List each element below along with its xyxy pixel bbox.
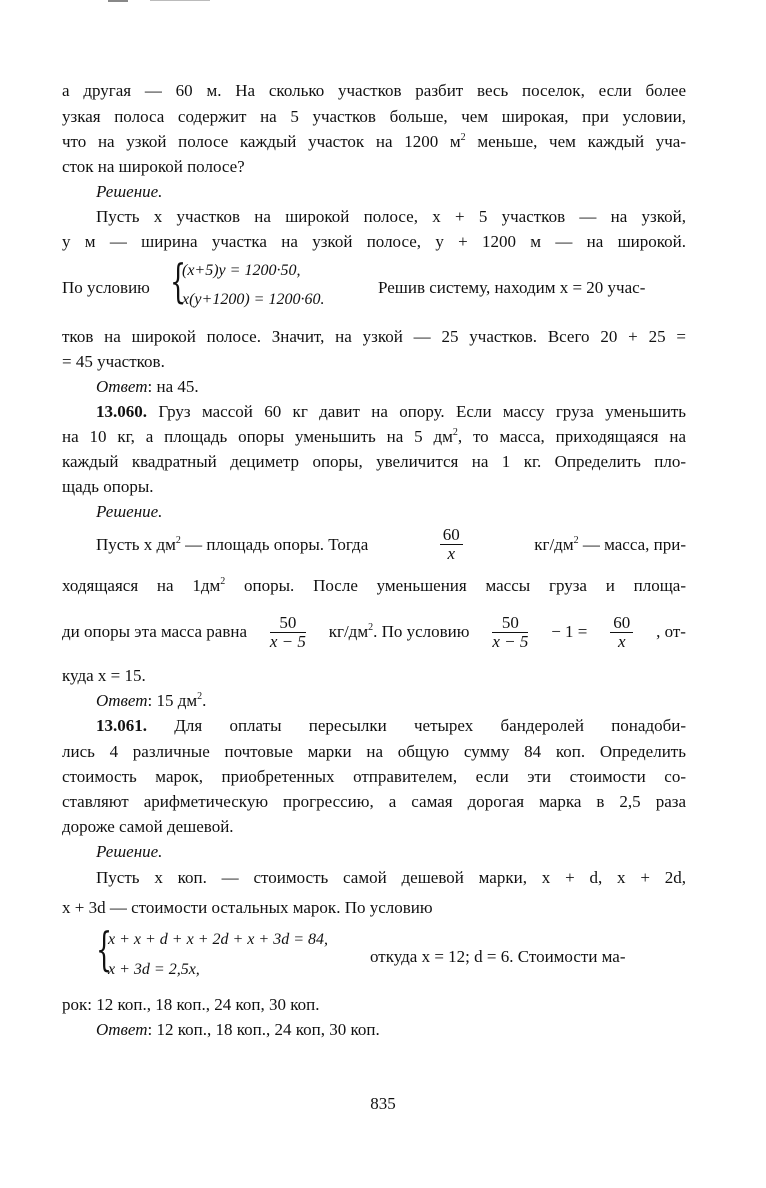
problem-text-line: узкая полоса содержит на 5 участков больше, чем широкая, при условии, bbox=[62, 107, 686, 126]
page-number: 835 bbox=[370, 1094, 396, 1113]
answer-line: Ответ: на 45. bbox=[96, 377, 199, 396]
solution-label: Решение. bbox=[96, 842, 163, 861]
condition-suffix: Решив систему, находим x = 20 учас- bbox=[378, 278, 646, 297]
solution-text-line: рок: 12 коп., 18 коп., 24 коп, 30 коп. bbox=[62, 995, 320, 1014]
scan-artifact bbox=[108, 0, 128, 2]
answer-line: Ответ: 15 $дм^2$. bbox=[96, 691, 207, 710]
problem-number: 13.060. bbox=[96, 402, 147, 421]
fraction: $\frac{60}{x}$ bbox=[440, 526, 463, 563]
solution-text-line: ди опоры эта масса равна $\frac{50}{x - 5}$ $кг/дм^2$. По условию $\frac{50}{x - 5}$ − 1 = $\frac{60}{x}$ , от- bbox=[62, 612, 686, 651]
solution-text-line: y м — ширина участка на узкой полосе, y + 1200 м — на широкой. bbox=[62, 232, 686, 251]
scan-artifact bbox=[150, 0, 210, 1]
solution-text-line: ходящаяся на $1дм^2$ опоры. После уменьшения массы груза и площа- bbox=[62, 576, 687, 595]
system-brace: { bbox=[170, 254, 187, 308]
solution-text-line: x + 3d — стоимости остальных марок. По условию bbox=[62, 898, 433, 917]
problem-text-line: каждый квадратный дециметр опоры, увеличится на 1 кг. Определить пло- bbox=[62, 452, 686, 471]
problem-text-line: щадь опоры. bbox=[62, 477, 154, 496]
solution-text-line: куда x = 15. bbox=[62, 666, 146, 685]
fraction: $\frac{50}{x - 5}$ bbox=[269, 612, 306, 651]
solution-label: Решение. bbox=[96, 502, 163, 521]
equation: x(y+1200) = 1200·60. bbox=[182, 291, 325, 308]
problem-text-line: сток на широкой полосе? bbox=[62, 157, 245, 176]
problem-text-line: стоимость марок, приобретенных отправителем, если эти стоимости со- bbox=[62, 767, 686, 786]
equation: x + 3d = 2,5x, bbox=[108, 961, 200, 978]
fraction: $\frac{50}{x - 5}$ bbox=[492, 612, 529, 651]
problem-text-line: что на узкой полосе каждый участок на 1200 $м^2$ меньше, чем каждый уча- bbox=[62, 132, 686, 151]
solution-text-line: Пусть x коп. — стоимость самой дешевой марки, x + d, x + 2d, bbox=[96, 868, 686, 887]
system-brace: { bbox=[96, 922, 113, 976]
answer-line: Ответ: 12 коп., 18 коп., 24 коп, 30 коп. bbox=[96, 1020, 380, 1039]
condition-prefix: По условию bbox=[62, 278, 150, 297]
problem-text-line: лись 4 различные почтовые марки на общую сумму 84 коп. Определить bbox=[62, 742, 686, 761]
problem-text-line: а другая — 60 м. На сколько участков разбит весь поселок, если более bbox=[62, 81, 686, 100]
condition-suffix: откуда x = 12; d = 6. Стоимости ма- bbox=[370, 947, 626, 966]
problem-text-line: на 10 кг, а площадь опоры уменьшить на 5 $дм^2$, то масса, приходящаяся на bbox=[62, 427, 686, 446]
solution-text-line: тков на широкой полосе. Значит, на узкой — 25 участков. Всего 20 + 25 = bbox=[62, 327, 686, 346]
problem-text-line: 13.060. Груз массой 60 кг давит на опору. Если массу груза уменьшить bbox=[96, 402, 686, 421]
equation: (x+5)y = 1200·50, bbox=[182, 262, 301, 279]
fraction: $\frac{60}{x}$ bbox=[610, 614, 633, 651]
problem-text-line: ставляют арифметическую прогрессию, а самая дорогая марка в 2,5 раза bbox=[62, 792, 686, 811]
equation: x + x + d + x + 2d + x + 3d = 84, bbox=[108, 931, 328, 948]
solution-text-line: Пусть x $дм^2$ — площадь опоры. Тогда $\frac{60}{x}$ $кг/дм^2$ — масса, при- bbox=[96, 525, 686, 563]
solution-label: Решение. bbox=[96, 182, 163, 201]
solution-text-line: Пусть x участков на широкой полосе, x + 5 участков — на узкой, bbox=[96, 207, 686, 226]
problem-text-line: 13.061. Для оплаты пересылки четырех бандеролей понадоби- bbox=[96, 716, 686, 735]
problem-text-line: дороже самой дешевой. bbox=[62, 817, 234, 836]
solution-text-line: = 45 участков. bbox=[62, 352, 165, 371]
problem-number: 13.061. bbox=[96, 716, 147, 735]
